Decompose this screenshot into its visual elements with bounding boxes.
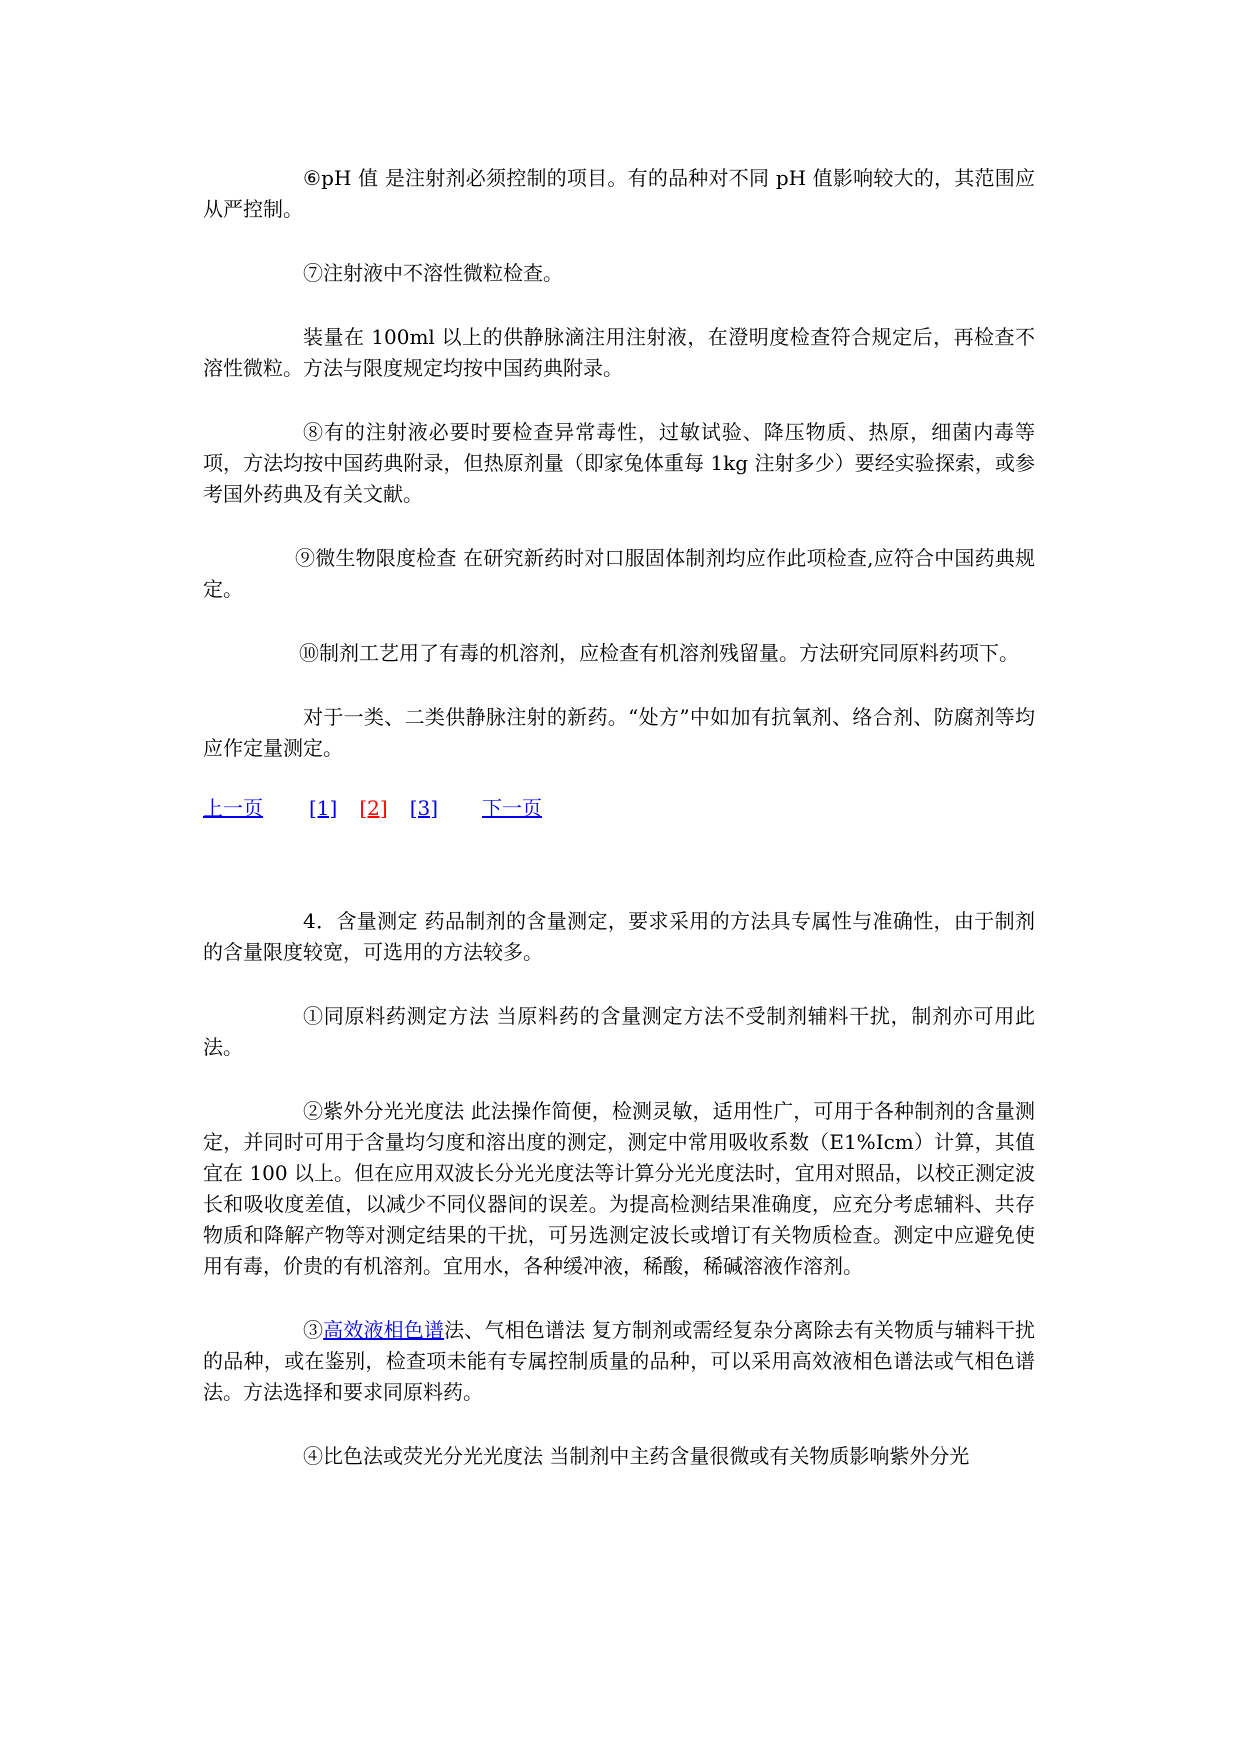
paragraph-colorimetry: ④比色法或荧光分光光度法 当制剂中主药含量很微或有关物质影响紫外分光 bbox=[303, 1444, 970, 1468]
paragraph-microbial-limit: ⑨微生物限度检查 在研究新药时对口服固体制剂均应作此项检查,应符合中国药典规定。 bbox=[203, 546, 1035, 601]
paragraph-residual-solvent: ⑩制剂工艺用了有毒的机溶剂，应检查有机溶剂残留量。方法研究同原料药项下。 bbox=[299, 641, 1019, 665]
paragraph-same-as-raw-material: ①同原料药测定方法 当原料药的含量测定方法不受制剂辅料干扰，制剂亦可用此法。 bbox=[203, 1004, 1035, 1059]
pagination bbox=[203, 793, 1035, 824]
page-3-link[interactable]: [3] bbox=[409, 796, 439, 820]
current-page-2: [2] bbox=[359, 796, 388, 820]
hplc-suffix: 法、气相色谱法 复方制剂或需经复杂分离除去有关物质与辅料干扰的品种，或在鉴别，检查项未能有专属控制质量的品种，可以采用高效液相色谱法或气相色谱法。方法选择和要求同原料药。 bbox=[203, 1318, 1036, 1404]
paragraph-hplc-gc bbox=[203, 1315, 1035, 1408]
next-page-link[interactable]: 下一页 bbox=[482, 796, 543, 820]
paragraph-quantitative-determination: 对于一类、二类供静脉注射的新药。“处方”中如加有抗氧剂、络合剂、防腐剂等均应作定量测定。 bbox=[203, 705, 1035, 760]
paragraph-fill-volume: 装量在 100ml 以上的供静脉滴注用注射液，在澄明度检查符合规定后，再检查不溶性微粒。方法与限度规定均按中国药典附录。 bbox=[203, 325, 1035, 380]
paragraph-uv-spectrophotometry: ②紫外分光光度法 此法操作简便，检测灵敏，适用性广，可用于各种制剂的含量测定，并同时可用于含量均匀度和溶出度的测定，测定中常用吸收系数（E1%Icm）计算，其值宜在 100 以上。但在应用双波长分光光度法等计算分光光度法时，宜用对照品，以校正测定波长和吸收度差值，以减少不同仪器间的误差。为提高检测结果准确度，应充分考虑辅料、共存物质和降解产物等对测定结果的干扰，可另选测定波长或增订有关物质检查。测定中应避免使用有毒，价贵的有机溶剂。宜用水，各种缓冲液，稀酸，稀碱溶液作溶剂。 bbox=[203, 1099, 1035, 1278]
prev-page-link[interactable]: 上一页 bbox=[203, 796, 263, 820]
hplc-link[interactable]: 高效液相色谱 bbox=[323, 1318, 445, 1342]
content-determination-section bbox=[203, 906, 1035, 1472]
hplc-prefix: ③ bbox=[303, 1318, 324, 1342]
paragraph-abnormal-toxicity: ⑧有的注射液必要时要检查异常毒性，过敏试验、降压物质、热原，细菌内毒等项，方法均按中国药典附录，但热原剂量（即家兔体重每 1kg 注射多少）要经实验探索，或参考国外药典及有关文献。 bbox=[203, 420, 1035, 506]
paragraph-insoluble-particles: ⑦注射液中不溶性微粒检查。 bbox=[303, 261, 563, 285]
paragraph-ph-value: ⑥pH 值 是注射剂必须控制的项目。有的品种对不同 pH 值影响较大的，其范围应从严控制。 bbox=[203, 166, 1035, 221]
page-1-link[interactable]: [1] bbox=[309, 796, 338, 820]
document-page bbox=[203, 163, 1035, 1505]
paragraph-content-determination: 4．含量测定 药品制剂的含量测定，要求采用的方法具专属性与准确性，由于制剂的含量限度较宽，可选用的方法较多。 bbox=[203, 909, 1035, 964]
